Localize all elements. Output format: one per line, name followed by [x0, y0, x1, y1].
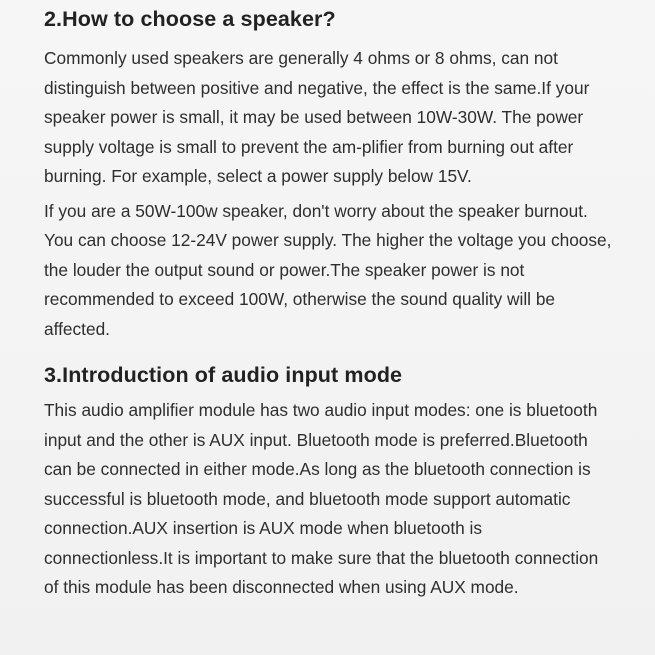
section-audio-input-mode	[44, 360, 615, 603]
paragraph: If you are a 50W-100w speaker, don't worry about the speaker burnout. You can choose 12-24V power supply. The higher the voltage you choose, the louder the output sound or power.The speaker power is not recommended to exceed 100W, otherwise the sound quality will be affected.	[44, 200, 612, 339]
section-heading: 3.Introduction of audio input mode	[44, 363, 403, 387]
paragraph: Commonly used speakers are generally 4 ohms or 8 ohms, can not distinguish between positive and negative, the effect is the same.If your speaker power is small, it may be used between 10W-30W. The power supply voltage is small to prevent the am-plifier from burning out after burning. For example, select a power supply below 15V.	[44, 48, 590, 186]
paragraph: This audio amplifier module has two audio input modes: one is bluetooth input and the other is AUX input. Bluetooth mode is preferred.Bluetooth can be connected in either mode.As long as the bluetooth connection is successful is bluetooth mode, and bluetooth mode support automatic connection.AUX insertion is AUX mode when bluetooth is connectionless.It is important to make sure that the bluetooth connection of this module has been disconnected when using AUX mode.	[44, 400, 599, 597]
section-heading: 2.How to choose a speaker?	[44, 7, 336, 31]
section-choose-speaker	[44, 4, 615, 344]
